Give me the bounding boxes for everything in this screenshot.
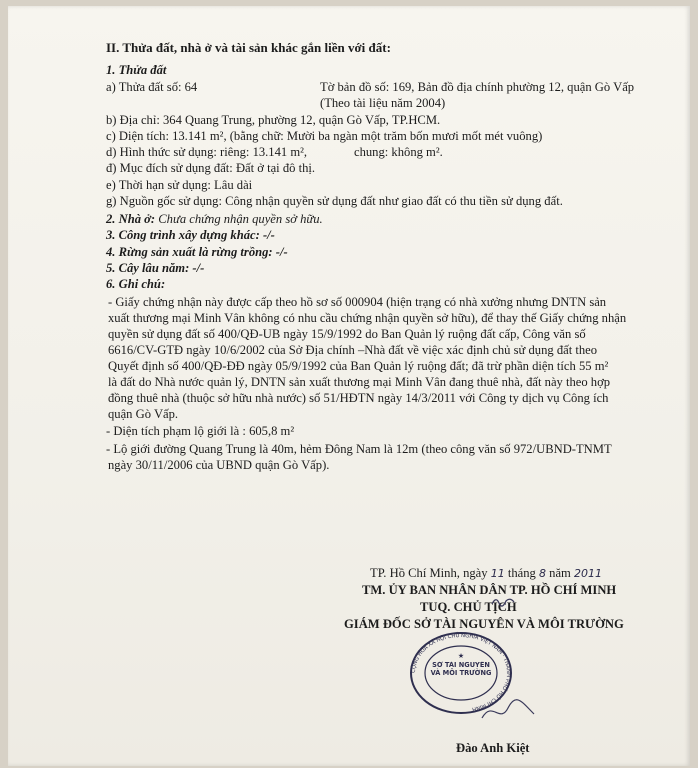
land-map-sheet: Tờ bản đồ số: 169, Bản đồ địa chính phường 12, quận Gò Vấp	[320, 80, 635, 94]
svg-text:★: ★	[457, 652, 465, 660]
note-line: 6616/CV-GTĐ ngày 10/6/2002 của Sở Địa chính –Nhà đất về việc xác định chủ sử dụng đất theo	[108, 343, 598, 357]
land-use-shared: chung: không m².	[354, 145, 443, 159]
land-parcel: a) Thửa đất số: 64	[106, 80, 198, 94]
place-date-prefix: TP. Hồ Chí Minh, ngày	[370, 566, 488, 580]
note-line: - Lộ giới đường Quang Trung là 40m, hẻm Đông Nam là 12m (theo công văn số 972/UBND-TNMT	[106, 442, 612, 456]
land-area: c) Diện tích: 13.141 m², (bằng chữ: Mười ba ngàn một trăm bốn mươi mốt mét vuông)	[106, 129, 543, 143]
land-purpose: đ) Mục đích sử dụng đất: Đất ở tại đô thị.	[106, 161, 316, 175]
land-heading: 1. Thửa đất	[106, 63, 167, 77]
house-label: 2. Nhà ở:	[106, 212, 156, 226]
date-month-label: tháng	[507, 566, 536, 580]
on-behalf: TUQ. CHỦ TỊCH	[420, 600, 517, 614]
land-term: e) Thời hạn sử dụng: Lâu dài	[106, 178, 253, 192]
signer-name: Đào Anh Kiệt	[456, 741, 530, 755]
note-line: ngày 30/11/2006 của UBND quận Gò Vấp).	[108, 458, 330, 472]
note-line: xuất thương mại Minh Vân không có nhu cầu chứng nhận quyền sở hữu), để thay thế Giấy chứng nhận	[108, 311, 627, 325]
house-row	[106, 212, 323, 227]
note-line: - Giấy chứng nhận này được cấp theo hồ sơ số 000904 (hiện trạng có nhà xưởng nhưng DNTN sản	[108, 295, 607, 309]
note-line: là đất do Nhà nước quản lý, DNTN sản xuất thương mại Minh Vân đang thuê nhà, đất này theo hợp	[108, 375, 611, 389]
perennial: 5. Cây lâu năm: -/-	[106, 261, 205, 275]
signing-authority: TM. ỦY BAN NHÂN DÂN TP. HỒ CHÍ MINH	[362, 583, 617, 597]
note-line: quyền sử dụng đất số 400/QĐ-UB ngày 15/9/1992 do Ban Quản lý ruộng đất cấp, Công văn số	[108, 327, 586, 341]
land-map-note: (Theo tài liệu năm 2004)	[320, 96, 446, 110]
land-use-private: d) Hình thức sử dụng: riêng: 13.141 m²,	[106, 145, 308, 159]
seal-ring-text: CỘNG HÒA XÃ HỘI CHỦ NGHĨA VIỆT NAM · THÀNH PHỐ HỒ CHÍ MINH	[410, 632, 512, 712]
note-line: quận Gò Vấp.	[108, 407, 179, 421]
certificate-page	[8, 6, 690, 766]
note-road-area: - Diện tích phạm lộ giới là : 605,8 m²	[106, 424, 295, 438]
signature-scribble-icon	[478, 696, 538, 726]
note-line: Quyết định số 400/QĐ-ĐĐ ngày 05/9/1992 của Ban Quản lý ruộng đất; đã trừ phần diện tích 55 m²	[108, 359, 609, 373]
place-date	[370, 566, 602, 581]
section-title: II. Thửa đất, nhà ở và tài sản khác gắn liền với đất:	[106, 40, 391, 55]
land-origin: g) Nguồn gốc sử dụng: Công nhận quyền sử dụng đất như giao đất có thu tiền sử dụng đất.	[106, 194, 563, 208]
house-value: Chưa chứng nhận quyền sở hữu.	[158, 212, 323, 226]
land-address: b) Địa chỉ: 364 Quang Trung, phường 12, quận Gò Vấp, TP.HCM.	[106, 113, 441, 127]
date-year-label: năm	[549, 566, 571, 580]
notes-heading: 6. Ghi chú:	[106, 277, 166, 291]
date-day: 11	[490, 567, 505, 580]
forest: 4. Rừng sản xuất là rừng trồng: -/-	[106, 245, 288, 259]
other-works: 3. Công trình xây dựng khác: -/-	[106, 228, 275, 242]
signature-mark-icon	[490, 594, 516, 608]
note-line: đồng thuê nhà (thuộc sở hữu nhà nước) số 51/HĐTN ngày 14/3/2011 với Công ty dịch vụ Công ích	[108, 391, 609, 405]
seal-center-text: SỞ TÀI NGUYÊN VÀ MÔI TRƯỜNG	[430, 661, 492, 677]
date-year: 2011	[574, 567, 603, 580]
signer-position: GIÁM ĐỐC SỞ TÀI NGUYÊN VÀ MÔI TRƯỜNG	[344, 617, 624, 631]
date-month: 8	[539, 567, 547, 580]
